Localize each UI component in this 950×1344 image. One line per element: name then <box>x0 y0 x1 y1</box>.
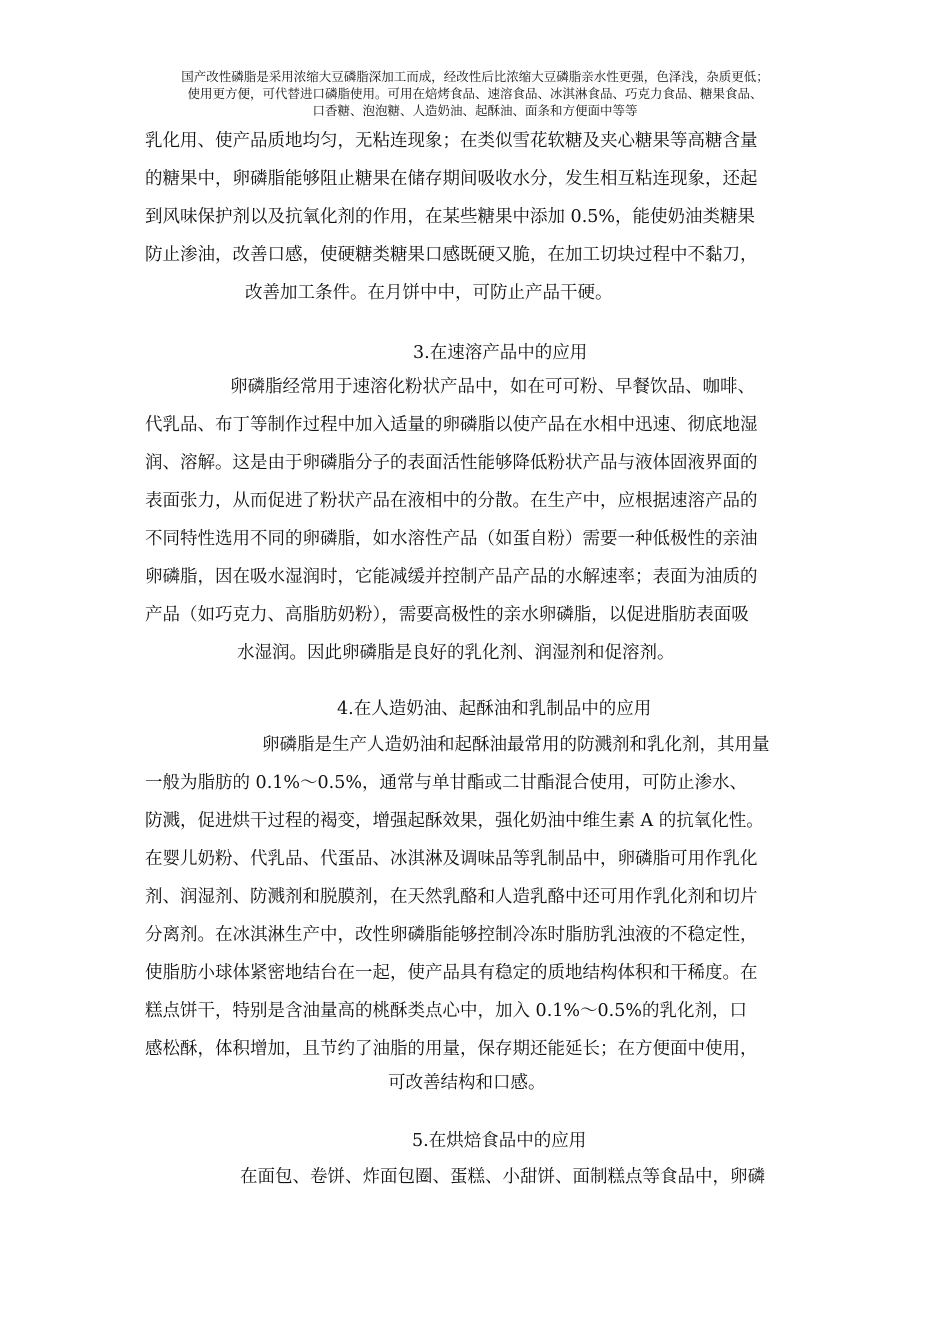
paragraph-line: 水湿润。因此卵磷脂是良好的乳化剂、润湿剂和促溶剂。 <box>237 643 675 663</box>
paragraph-line: 使脂肪小球体紧密地结台在一起，使产品具有稳定的质地结构体积和干稀度。在 <box>145 963 758 983</box>
paragraph-line: 糕点饼干，特别是含油量高的桃酥类点心中，加入 0.1%～0.5%的乳化剂，口 <box>145 1001 747 1021</box>
paragraph-line: 在婴儿奶粉、代乳品、代蛋品、冰淇淋及调味品等乳制品中，卵磷脂可用作乳化 <box>145 849 758 869</box>
paragraph-line: 在面包、卷饼、炸面包圈、蛋糕、小甜饼、面制糕点等食品中，卵磷 <box>240 1167 765 1187</box>
header-line: 国产改性磷脂是采用浓缩大豆磷脂深加工而成，经改性后比浓缩大豆磷脂亲水性更强，色泽浅，杂质更低； <box>181 69 769 84</box>
paragraph-line: 卵磷脂，因在吸水湿润时，它能减缓并控制产品产品的水解速率；表面为油质的 <box>145 567 758 587</box>
paragraph-line: 可改善结构和口感。 <box>388 1073 546 1093</box>
paragraph-line: 卵磷脂是生产人造奶油和起酥油最常用的防溅剂和乳化剂，其用量 <box>262 735 770 755</box>
header-line: 使用更方便，可代替进口磷脂使用。可用在焙烤食品、速溶食品、冰淇淋食品、巧克力食品、糖果食品、 <box>187 86 763 101</box>
paragraph-line: 产品（如巧克力、高脂肪奶粉），需要高极性的亲水卵磷脂，以促进脂肪表面吸 <box>145 605 749 625</box>
paragraph-line: 一般为脂肪的 0.1%～0.5%，通常与单甘酯或二甘酯混合使用，可防止渗水、 <box>145 773 747 793</box>
paragraph-line: 到风味保护剂以及抗氧化剂的作用，在某些糖果中添加 0.5%，能使奶油类糖果 <box>145 207 756 227</box>
header-line: 口香糖、泡泡糖、人造奶油、起酥油、面条和方便面中等等 <box>312 103 638 118</box>
paragraph-line: 防止渗油，改善口感，使硬糖类糖果口感既硬又脆，在加工切块过程中不黏刀， <box>145 245 758 265</box>
section-heading: 5.在烘焙食品中的应用 <box>412 1131 587 1151</box>
paragraph-line: 剂、润湿剂、防溅剂和脱膜剂，在天然乳酪和人造乳酪中还可用作乳化剂和切片 <box>145 887 758 907</box>
section-heading: 3.在速溶产品中的应用 <box>413 343 588 363</box>
paragraph-line: 表面张力，从而促进了粉状产品在液相中的分散。在生产中，应根据速溶产品的 <box>145 491 758 511</box>
section-heading: 4.在人造奶油、起酥油和乳制品中的应用 <box>337 699 652 719</box>
paragraph-line: 的糖果中，卵磷脂能够阻止糖果在储存期间吸收水分，发生相互粘连现象，还起 <box>145 169 758 189</box>
paragraph-line: 乳化用、使产品质地均匀，无粘连现象；在类似雪花软糖及夹心糖果等高糖含量 <box>145 131 758 151</box>
paragraph-line: 改善加工条件。在月饼中中，可防止产品干硬。 <box>245 283 613 303</box>
paragraph-line: 代乳品、布丁等制作过程中加入适量的卵磷脂以使产品在水相中迅速、彻底地湿 <box>145 415 758 435</box>
paragraph-line: 防溅，促进烘干过程的褐变，增强起酥效果，强化奶油中维生素 A 的抗氧化性。 <box>145 811 764 831</box>
paragraph-line: 感松酥，体积增加，且节约了油脂的用量，保存期还能延长；在方便面中使用， <box>145 1039 758 1059</box>
header-note <box>140 68 810 119</box>
paragraph-line: 分离剂。在冰淇淋生产中，改性卵磷脂能够控制冷冻时脂肪乳浊液的不稳定性， <box>145 925 758 945</box>
paragraph-line: 不同特性选用不同的卵磷脂，如水溶性产品（如蛋自粉）需要一种低极性的亲油 <box>145 529 758 549</box>
paragraph-line: 润、溶解。这是由于卵磷脂分子的表面活性能够降低粉状产品与液体固液界面的 <box>145 453 758 473</box>
paragraph-line: 卵磷脂经常用于速溶化粉状产品中，如在可可粉、早餐饮品、咖啡、 <box>230 377 755 397</box>
